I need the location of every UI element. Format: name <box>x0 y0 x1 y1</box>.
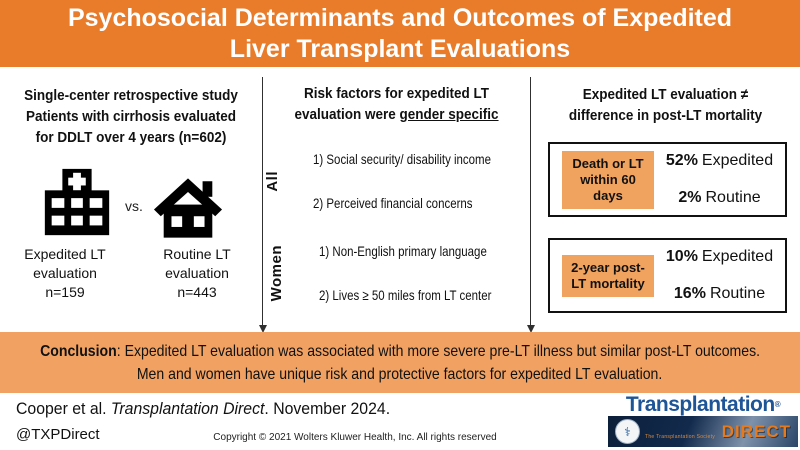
copyright-notice: Copyright © 2021 Wolters Kluwer Health, Inc. All rights reserved <box>213 432 497 443</box>
registered-mark: ® <box>774 400 781 409</box>
risk-group-all-label: All <box>264 170 282 192</box>
house-icon <box>153 177 223 238</box>
study-heading <box>0 85 262 148</box>
value-group: Routine <box>705 189 761 206</box>
outcomes-panel <box>531 67 800 313</box>
arm-expedited-label: Expedited LT evaluation <box>24 246 106 281</box>
vs-label: vs. <box>125 198 143 214</box>
risk-factors-panel <box>263 67 530 305</box>
risk-group-women <box>263 241 530 305</box>
outcomes-heading-line1: Expedited LT evaluation ≠ <box>582 86 749 103</box>
risk-item: 2) Lives ≥ 50 miles from LT center <box>319 287 492 303</box>
arm-expedited <box>13 245 117 302</box>
citation-authors: Cooper et al. <box>16 399 111 418</box>
content-area <box>0 67 800 332</box>
value-row <box>666 152 773 170</box>
value-row <box>678 189 760 207</box>
outcome-box-60day-label: Death or LT within 60 days <box>562 151 654 209</box>
study-heading-line3: for DDLT over 4 years (n=602) <box>35 129 227 146</box>
outcome-box-2year-values <box>654 248 785 303</box>
outcome-box-2year-label: 2-year post-LT mortality <box>562 255 654 297</box>
value-group: Expedited <box>701 248 774 265</box>
arm-expedited-n: n=159 <box>45 284 85 300</box>
arm-routine-label: Routine LT evaluation <box>163 246 231 281</box>
caduceus-seal-icon: ⚕ <box>615 419 640 444</box>
value-pct: 10% <box>665 248 698 265</box>
value-group: Expedited <box>701 152 774 169</box>
page-title-line1: Psychosocial Determinants and Outcomes of Expedited <box>67 4 733 32</box>
value-group: Routine <box>709 285 766 302</box>
risk-heading-line1: Risk factors for expedited LT <box>303 85 490 102</box>
study-design-panel <box>0 67 262 302</box>
conclusion-label: Conclusion <box>40 342 117 360</box>
value-row <box>674 285 765 303</box>
value-pct: 2% <box>678 189 702 206</box>
conclusion-line1 <box>40 340 760 363</box>
journal-logo-direct: DIRECT <box>721 421 791 441</box>
conclusion-text: : Expedited LT evaluation was associated with more severe pre-LT illness but similar post-LT outcomes. <box>116 342 760 360</box>
journal-logo-title: Transplantation® <box>625 393 781 416</box>
risk-items-women <box>319 241 529 305</box>
title-banner <box>0 0 800 67</box>
outcomes-heading-line2: difference in post-LT mortality <box>568 107 763 124</box>
risk-heading-line2-prefix: evaluation were <box>294 106 400 123</box>
society-label: The Transplantation Society <box>645 434 716 440</box>
value-pct: 16% <box>673 285 706 302</box>
risk-group-women-label: Women <box>267 244 285 302</box>
risk-heading <box>263 83 530 125</box>
risk-item: 2) Perceived financial concerns <box>312 195 473 211</box>
value-pct: 52% <box>665 152 698 169</box>
arm-routine <box>145 245 249 302</box>
conclusion-line2: Men and women have unique risk and protective factors for expedited LT evaluation. <box>137 365 663 383</box>
risk-heading-line2-underlined: gender specific <box>399 106 499 123</box>
study-arms-icons <box>0 166 262 238</box>
outcome-box-60day-values <box>654 152 785 207</box>
journal-logo-bar <box>608 416 798 447</box>
study-heading-line2: Patients with cirrhosis evaluated <box>25 108 237 125</box>
hospital-icon <box>39 168 115 238</box>
conclusion-banner <box>0 332 800 393</box>
citation-date: . November 2024. <box>264 399 391 418</box>
page-title-line2: Liver Transplant Evaluations <box>229 35 571 63</box>
outcome-box-2year <box>548 238 787 313</box>
risk-item: 1) Non-English primary language <box>319 243 487 259</box>
risk-item: 1) Social security/ disability income <box>312 151 491 167</box>
study-heading-line1: Single-center retrospective study <box>24 87 238 104</box>
risk-items-all <box>313 149 530 213</box>
study-arm-labels <box>0 245 262 302</box>
outcomes-heading <box>531 84 800 126</box>
citation <box>16 399 390 419</box>
risk-group-all <box>263 149 530 213</box>
risk-heading-line2 <box>276 104 516 125</box>
citation-journal: Transplantation Direct <box>110 399 265 418</box>
outcome-box-60day <box>548 142 787 217</box>
value-row <box>666 248 773 266</box>
arm-routine-n: n=443 <box>177 284 217 300</box>
twitter-handle: @TXPDirect <box>16 426 100 443</box>
journal-logo <box>608 394 798 448</box>
